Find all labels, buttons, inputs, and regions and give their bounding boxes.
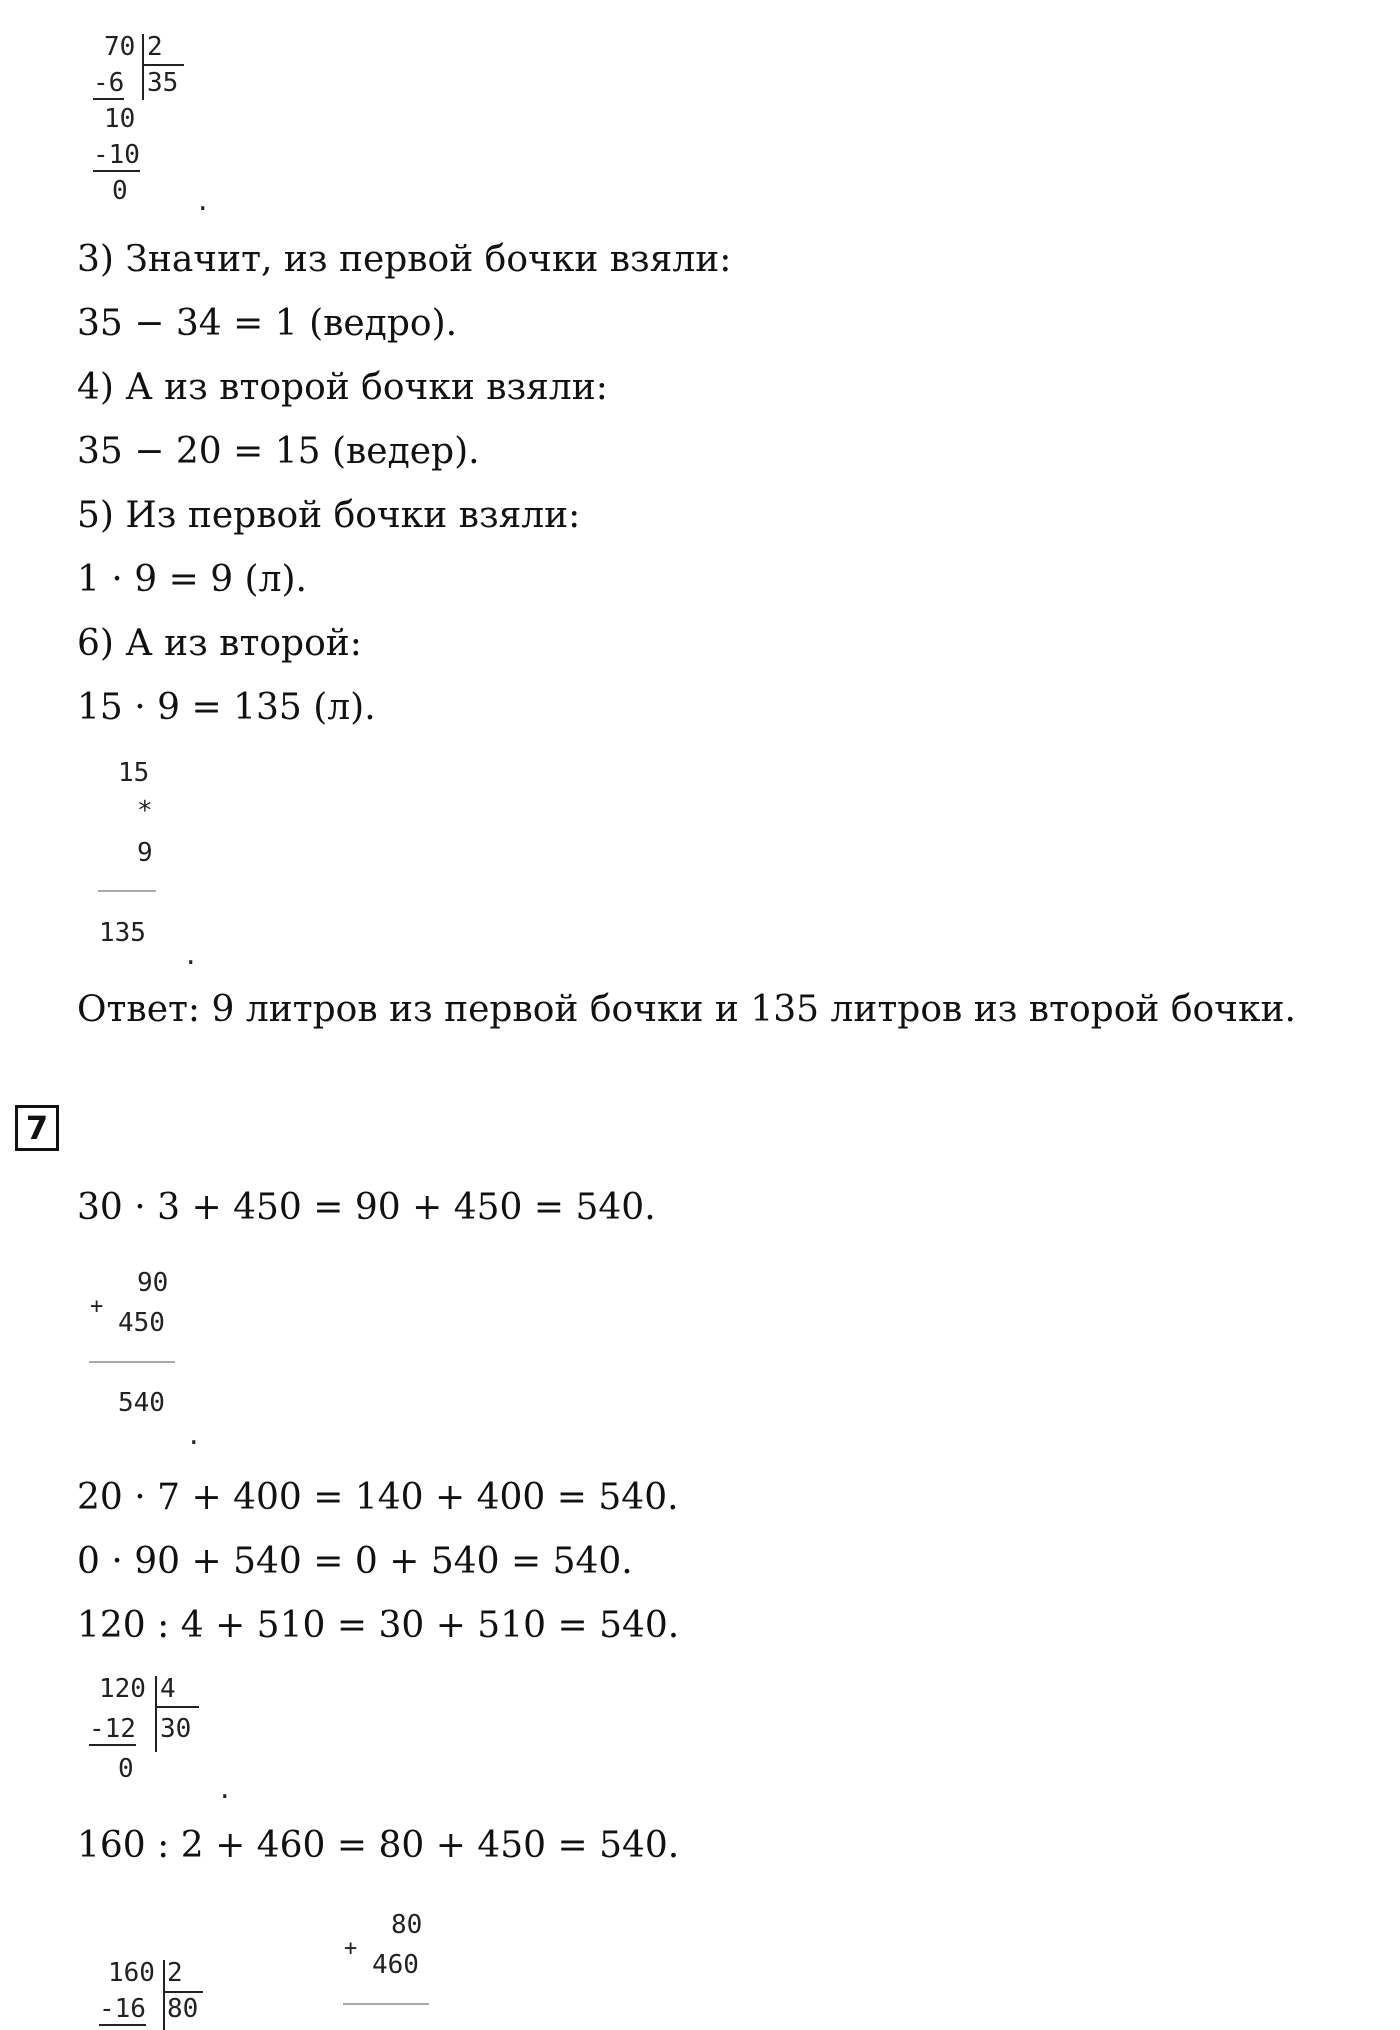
addend: 450 [118, 1308, 165, 1338]
result-line [98, 890, 156, 892]
text-line: 30 · 3 + 450 = 90 + 450 = 540. [77, 1187, 656, 1228]
operator: + [344, 1936, 358, 1961]
subtrahend: -16 [99, 1994, 146, 2024]
divisor: 2 [147, 32, 163, 62]
period: . [198, 183, 208, 218]
quotient-line [155, 1706, 199, 1708]
product: 135 [99, 918, 146, 948]
text-line: 160 : 2 + 460 = 80 + 450 = 540. [77, 1825, 680, 1866]
quotient-line [142, 64, 184, 66]
factor: 9 [137, 838, 153, 868]
division-bar [163, 1960, 165, 2030]
result-line [343, 2003, 429, 2005]
task-number-box: 7 [15, 1105, 59, 1151]
text-line: 6) А из второй: [77, 623, 362, 664]
dividend: 70 [104, 32, 136, 62]
remainder: 0 [112, 176, 128, 206]
remainder: 10 [104, 104, 136, 134]
text-line: 5) Из первой бочки взяли: [77, 495, 581, 536]
result-line [89, 1361, 175, 1363]
subtrahend: -10 [93, 140, 140, 170]
operator: + [90, 1294, 104, 1319]
division-bar [155, 1676, 157, 1752]
sum: 540 [118, 1388, 165, 1418]
addend: 460 [372, 1950, 419, 1980]
text-line: 0 · 90 + 540 = 0 + 540 = 540. [77, 1541, 633, 1582]
text-line: 4) А из второй бочки взяли: [77, 367, 608, 408]
addend: 80 [391, 1910, 423, 1940]
subtrahend: -12 [89, 1714, 136, 1744]
quotient-line [163, 1991, 203, 1993]
period: . [189, 1417, 199, 1452]
text-line: 35 − 34 = 1 (ведро). [77, 303, 458, 344]
subtrahend: -6 [93, 68, 125, 98]
text-line: 3) Значит, из первой бочки взяли: [77, 239, 732, 280]
divisor: 2 [167, 1958, 183, 1988]
remainder: 0 [118, 1754, 134, 1784]
dividend: 160 [108, 1958, 155, 1988]
operator: * [137, 796, 153, 826]
period: . [220, 1771, 230, 1806]
quotient: 35 [147, 68, 179, 98]
text-line: 20 · 7 + 400 = 140 + 400 = 540. [77, 1477, 679, 1518]
factor: 15 [118, 758, 150, 788]
division-bar [142, 34, 144, 100]
period: . [186, 937, 196, 972]
text-line: 15 · 9 = 135 (л). [77, 687, 376, 728]
text-line: 35 − 20 = 15 (ведер). [77, 431, 480, 472]
divisor: 4 [160, 1674, 176, 1704]
quotient: 30 [160, 1714, 192, 1744]
addend: 90 [137, 1268, 169, 1298]
answer-line: Ответ: 9 литров из первой бочки и 135 литров из второй бочки. [77, 989, 1296, 1030]
dividend: 120 [99, 1674, 146, 1704]
text-line: 120 : 4 + 510 = 30 + 510 = 540. [77, 1605, 680, 1646]
quotient: 80 [167, 1994, 199, 2024]
text-line: 1 · 9 = 9 (л). [77, 559, 307, 600]
